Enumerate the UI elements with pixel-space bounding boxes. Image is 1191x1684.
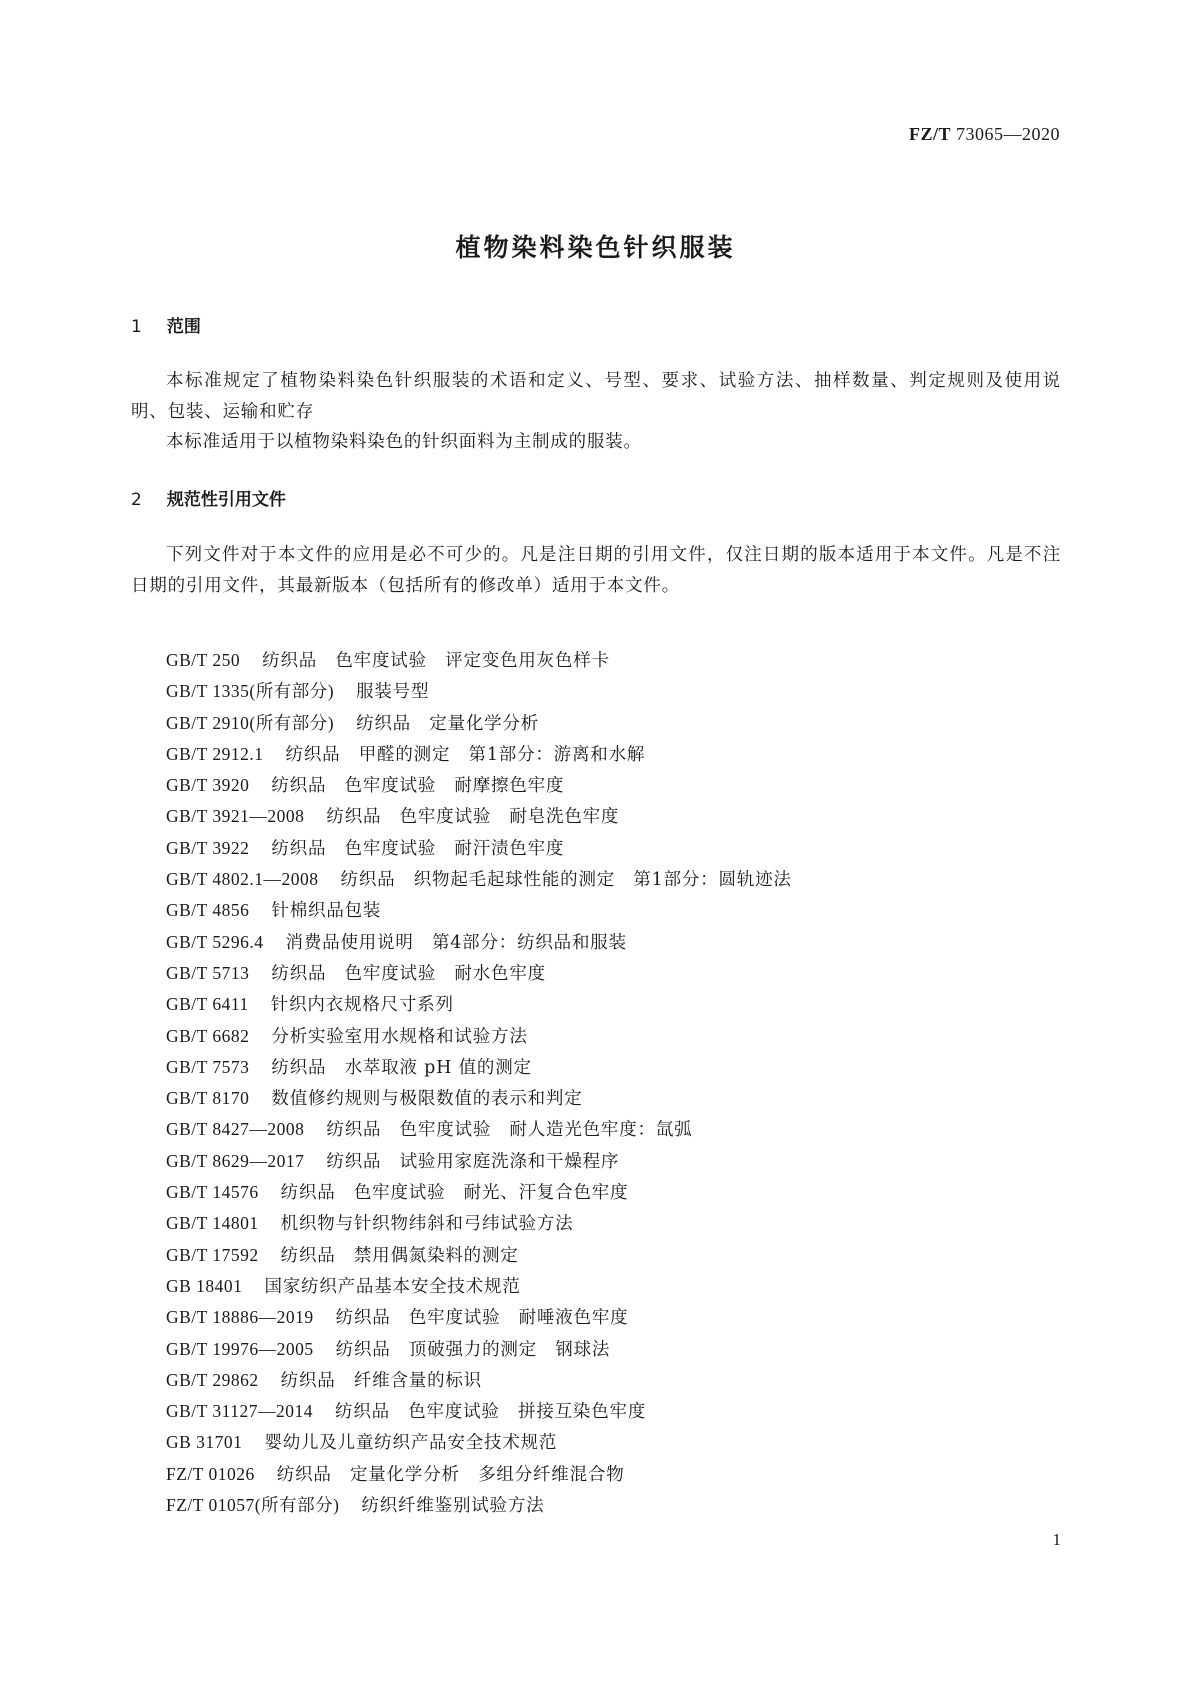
reference-code: GB/T 3920 xyxy=(166,775,250,796)
reference-item xyxy=(131,958,1061,989)
reference-title: 纺织品 色牢度试验 耐唾液色牢度 xyxy=(335,1308,629,1329)
reference-item xyxy=(131,1021,1061,1052)
reference-code: GB/T 17592 xyxy=(166,1244,259,1265)
reference-item xyxy=(131,1083,1061,1114)
reference-item xyxy=(131,676,1061,707)
reference-code: GB/T 6411 xyxy=(166,994,249,1015)
reference-title: 纺织品 甲醛的测定 第1部分：游离和水解 xyxy=(285,744,646,765)
reference-item xyxy=(131,1208,1061,1239)
reference-title: 机织物与针织物纬斜和弓纬试验方法 xyxy=(280,1214,574,1235)
references-intro-paragraph: 下列文件对于本文件的应用是必不可少的。凡是注日期的引用文件，仅注日期的版本适用于本文件。凡是不注日期的引用文件，其最新版本（包括所有的修改单）适用于本文件。 xyxy=(131,545,1061,596)
reference-title: 纺织品 色牢度试验 耐水色牢度 xyxy=(271,963,546,984)
document-title: 植物染料染色针织服装 xyxy=(455,233,736,262)
reference-title: 纺织品 试验用家庭洗涤和干燥程序 xyxy=(326,1151,620,1172)
reference-code: GB/T 18886—2019 xyxy=(166,1307,314,1328)
reference-code: GB/T 5713 xyxy=(166,962,250,983)
reference-title: 纺织品 定量化学分析 多组分纤维混合物 xyxy=(276,1464,625,1485)
reference-code: GB 18401 xyxy=(166,1275,243,1296)
reference-title: 纺织品 水萃取液 pH 值的测定 xyxy=(271,1057,532,1078)
reference-code: GB/T 6682 xyxy=(166,1025,250,1046)
reference-code: GB/T 4856 xyxy=(166,900,250,921)
reference-title: 婴幼儿及儿童纺织产品安全技术规范 xyxy=(264,1433,558,1454)
section-2-heading xyxy=(131,485,286,510)
reference-title: 纺织纤维鉴别试验方法 xyxy=(361,1496,545,1517)
section-2-title: 规范性引用文件 xyxy=(166,490,286,510)
reference-item xyxy=(131,739,1061,770)
reference-item xyxy=(131,1490,1061,1521)
reference-title: 纺织品 纤维含量的标识 xyxy=(280,1370,482,1391)
reference-item xyxy=(131,1334,1061,1365)
scope-paragraph-1: 本标准规定了植物染料染色针织服装的术语和定义、号型、要求、试验方法、抽样数量、判定规则及使用说明、包装、运输和贮存 xyxy=(131,371,1061,422)
reference-code: GB/T 4802.1—2008 xyxy=(166,869,319,890)
reference-code: GB/T 19976—2005 xyxy=(166,1338,314,1359)
reference-item xyxy=(131,1396,1061,1427)
reference-code: GB/T 2912.1 xyxy=(166,743,264,764)
reference-code: GB/T 250 xyxy=(166,650,241,670)
reference-code: GB/T 29862 xyxy=(166,1369,259,1390)
reference-item xyxy=(131,1177,1061,1208)
document-code xyxy=(909,124,1060,145)
reference-item xyxy=(131,770,1061,801)
reference-title: 国家纺织产品基本安全技术规范 xyxy=(264,1276,521,1297)
reference-item xyxy=(131,1459,1061,1490)
reference-title: 数值修约规则与极限数值的表示和判定 xyxy=(271,1089,583,1110)
section-2-number: 2 xyxy=(131,490,142,510)
normative-references-list xyxy=(131,645,1061,1521)
reference-item xyxy=(131,1271,1061,1302)
scope-paragraph-2: 本标准适用于以植物染料染色的针织面料为主制成的服装。 xyxy=(166,432,642,452)
reference-title: 纺织品 色牢度试验 评定变色用灰色样卡 xyxy=(262,651,610,671)
reference-title: 消费品使用说明 第4部分：纺织品和服装 xyxy=(285,932,627,953)
reference-code: GB/T 8170 xyxy=(166,1088,250,1109)
reference-code: GB/T 8427—2008 xyxy=(166,1119,305,1140)
section-1-heading xyxy=(131,312,201,337)
reference-title: 纺织品 色牢度试验 耐汗渍色牢度 xyxy=(271,838,565,859)
reference-item xyxy=(131,895,1061,926)
reference-item xyxy=(131,989,1061,1020)
reference-title: 纺织品 禁用偶氮染料的测定 xyxy=(280,1245,519,1266)
reference-item xyxy=(131,801,1061,832)
reference-code: GB/T 2910(所有部分) xyxy=(166,712,335,733)
reference-item xyxy=(131,927,1061,958)
reference-code: GB/T 3921—2008 xyxy=(166,806,305,827)
reference-title: 针织内衣规格尺寸系列 xyxy=(270,995,454,1016)
reference-item xyxy=(131,1365,1061,1396)
reference-item xyxy=(131,1427,1061,1458)
reference-item xyxy=(131,645,1061,676)
reference-item xyxy=(131,1052,1061,1083)
reference-code: GB/T 7573 xyxy=(166,1056,250,1077)
reference-code: GB/T 14576 xyxy=(166,1182,259,1203)
reference-title: 纺织品 色牢度试验 耐光、汗复合色牢度 xyxy=(280,1183,629,1204)
reference-code: FZ/T 01026 xyxy=(166,1463,255,1484)
reference-title: 纺织品 顶破强力的测定 钢球法 xyxy=(335,1339,611,1360)
reference-title: 针棉织品包装 xyxy=(271,901,382,922)
reference-code: GB/T 8629—2017 xyxy=(166,1150,305,1171)
reference-code: GB/T 1335(所有部分) xyxy=(166,681,335,702)
reference-title: 纺织品 色牢度试验 耐人造光色牢度：氙弧 xyxy=(326,1120,693,1141)
reference-title: 服装号型 xyxy=(356,682,430,703)
reference-item xyxy=(131,1240,1061,1271)
reference-title: 纺织品 织物起毛起球性能的测定 第1部分：圆轨迹法 xyxy=(340,870,792,891)
reference-title: 纺织品 色牢度试验 耐皂洗色牢度 xyxy=(326,807,620,828)
document-code-prefix: FZ/T xyxy=(908,124,951,144)
document-code-number: 73065—2020 xyxy=(956,124,1060,144)
reference-code: GB/T 3922 xyxy=(166,837,250,858)
reference-code: FZ/T 01057(所有部分) xyxy=(166,1495,340,1516)
reference-title: 纺织品 色牢度试验 拼接互染色牢度 xyxy=(335,1402,647,1423)
section-1-title: 范围 xyxy=(166,317,201,337)
reference-code: GB/T 5296.4 xyxy=(166,931,264,952)
reference-code: GB/T 31127—2014 xyxy=(166,1401,314,1422)
reference-title: 纺织品 色牢度试验 耐摩擦色牢度 xyxy=(271,776,565,797)
reference-item xyxy=(131,833,1061,864)
page-number: 1 xyxy=(1052,1530,1061,1549)
reference-title: 分析实验室用水规格和试验方法 xyxy=(271,1026,528,1047)
reference-item xyxy=(131,1146,1061,1177)
reference-item xyxy=(131,1302,1061,1333)
reference-code: GB/T 14801 xyxy=(166,1213,259,1234)
reference-code: GB 31701 xyxy=(166,1432,243,1453)
reference-item xyxy=(131,864,1061,895)
reference-item xyxy=(131,1114,1061,1145)
reference-item xyxy=(131,708,1061,739)
section-1-number: 1 xyxy=(131,317,142,337)
reference-title: 纺织品 定量化学分析 xyxy=(356,713,540,734)
